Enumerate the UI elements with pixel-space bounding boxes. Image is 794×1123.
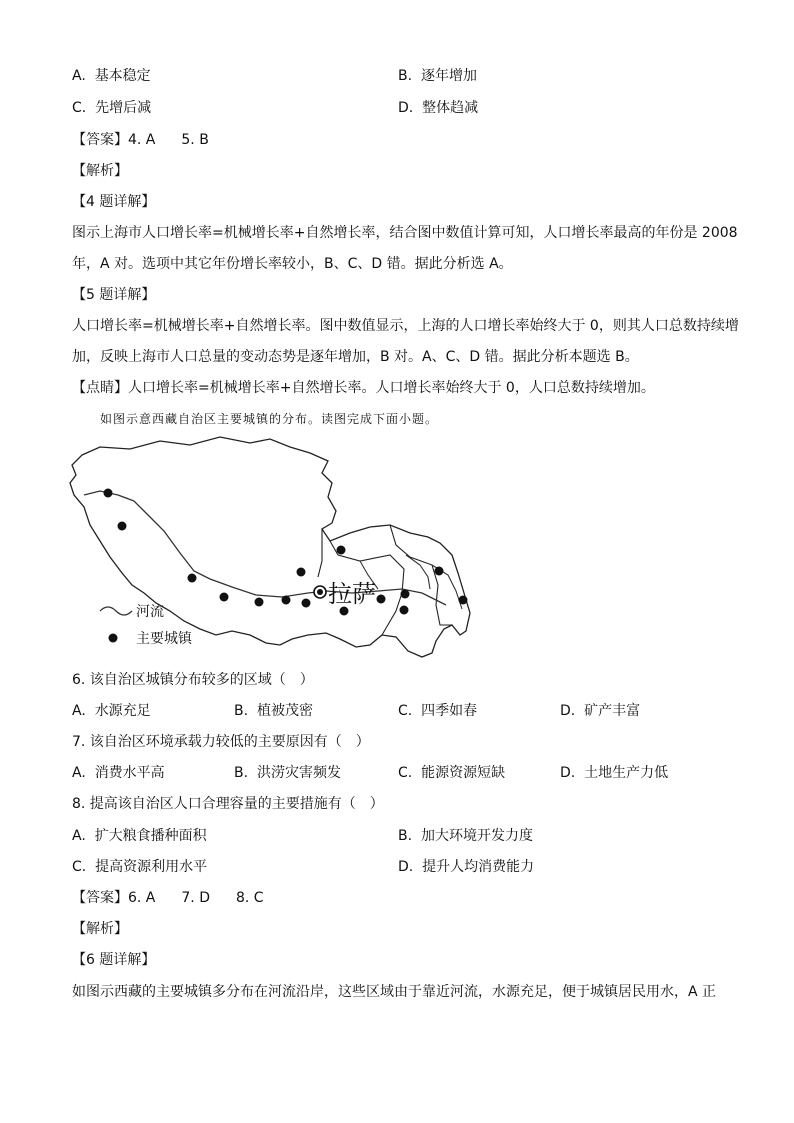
- q7-stem: 7. 该自治区环境承载力较低的主要原因有（ ）: [72, 734, 370, 750]
- city-label-lhasa: 拉萨: [328, 580, 376, 608]
- region-boundary: [390, 525, 452, 625]
- map-caption: 如图示意西藏自治区主要城镇的分布。读图完成下面小题。: [100, 412, 439, 426]
- town-dot: [188, 574, 197, 583]
- answer-line-1: 【答案】4. A 5. B: [72, 132, 209, 148]
- river: [84, 491, 446, 605]
- legend-town-symbol: [109, 634, 118, 643]
- region-outline: [70, 437, 470, 657]
- legend-river-label: 河流: [136, 604, 164, 620]
- tip-line: 【点睛】人口增长率=机械增长率+自然增长率。人口增长率始终大于 0，人口总数持续增加。: [72, 380, 655, 396]
- detail-5-line-2: 加，反映上海市人口总量的变动态势是逐年增加，B 对。A、C、D 错。据此分析本题选 B。: [72, 349, 639, 365]
- q6-option-d: D. 矿产丰富: [560, 703, 641, 719]
- detail-4-title: 【4 题详解】: [72, 194, 156, 210]
- legend-river-symbol: [100, 607, 132, 615]
- q8-option-a: A. 扩大粮食播种面积: [72, 828, 207, 844]
- detail-5-title: 【5 题详解】: [72, 287, 156, 303]
- q7-option-a: A. 消费水平高: [72, 765, 165, 781]
- detail-4-line-1: 图示上海市人口增长率=机械增长率+自然增长率，结合图中数值计算可知，人口增长率最高的年份是 2008: [72, 225, 738, 241]
- capital-symbol: [317, 589, 323, 595]
- detail-6-line-1: 如图示西藏的主要城镇多分布在河流沿岸，这些区域由于靠近河流，水源充足，便于城镇居民用水，A 正: [72, 984, 717, 1000]
- option-a: A. 基本稳定: [72, 68, 151, 84]
- q6-option-c: C. 四季如春: [398, 703, 478, 719]
- option-d: D. 整体趋减: [398, 100, 479, 116]
- town-dot: [459, 596, 468, 605]
- town-dot: [302, 599, 311, 608]
- tibet-town-map: [60, 425, 490, 665]
- town-dot: [401, 590, 410, 599]
- town-dot: [220, 593, 229, 602]
- detail-4-line-2: 年，A 对。选项中其它年份增长率较小，B、C、D 错。据此分析选 A。: [72, 256, 513, 272]
- q8-option-d: D. 提升人均消费能力: [398, 859, 535, 875]
- analysis-heading-1: 【解析】: [72, 163, 128, 179]
- option-b: B. 逐年增加: [398, 68, 477, 84]
- detail-5-line-1: 人口增长率=机械增长率+自然增长率。图中数值显示，上海的人口增长率始终大于 0，则其人口总数持续增: [72, 318, 739, 334]
- q8-option-b: B. 加大环境开发力度: [398, 828, 533, 844]
- q7-option-c: C. 能源资源短缺: [398, 765, 506, 781]
- town-dot: [282, 596, 291, 605]
- town-dot: [377, 595, 386, 604]
- analysis-heading-2: 【解析】: [72, 921, 128, 937]
- q6-stem: 6. 该自治区城镇分布较多的区域（ ）: [72, 672, 314, 688]
- q7-option-d: D. 土地生产力低: [560, 765, 669, 781]
- q8-option-c: C. 提高资源利用水平: [72, 859, 208, 875]
- q7-option-b: B. 洪涝灾害频发: [234, 765, 341, 781]
- q6-option-a: A. 水源充足: [72, 703, 151, 719]
- detail-6-title: 【6 题详解】: [72, 952, 156, 968]
- q8-stem: 8. 提高该自治区人口合理容量的主要措施有（ ）: [72, 796, 384, 812]
- town-dot: [400, 606, 409, 615]
- q6-option-b: B. 植被茂密: [234, 703, 313, 719]
- option-c: C. 先增后减: [72, 100, 152, 116]
- region-boundary: [318, 529, 322, 577]
- town-dot: [337, 546, 346, 555]
- town-dot: [297, 568, 306, 577]
- town-dot: [104, 489, 113, 498]
- town-dot: [255, 598, 264, 607]
- legend-town-label: 主要城镇: [136, 631, 192, 647]
- answer-line-2: 【答案】6. A 7. D 8. C: [72, 890, 264, 906]
- town-dot: [435, 567, 444, 576]
- town-dot: [118, 522, 127, 531]
